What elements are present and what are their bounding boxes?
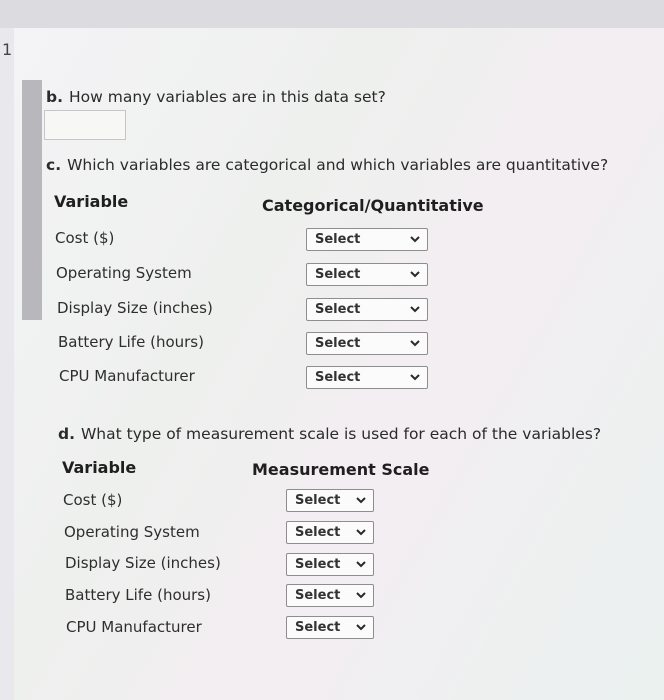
d-variable-display: Display Size (inches) <box>65 554 221 572</box>
c-select-os[interactable] <box>306 263 428 286</box>
c-type-header: Categorical/Quantitative <box>262 196 484 215</box>
chevron-down-icon <box>409 268 421 280</box>
question-d-text: What type of measurement scale is used for each of the variables? <box>80 425 602 443</box>
c-variable-cpu: CPU Manufacturer <box>59 367 195 385</box>
d-select-os[interactable] <box>286 521 374 544</box>
chevron-down-icon <box>409 233 421 245</box>
chevron-down-icon <box>355 558 367 570</box>
chevron-down-icon <box>355 621 367 633</box>
d-variable-cost: Cost ($) <box>63 491 123 509</box>
variables-count-input[interactable] <box>44 110 126 140</box>
chevron-down-icon <box>409 303 421 315</box>
top-strip <box>0 0 664 28</box>
select-label: Select <box>315 232 361 247</box>
c-variable-display: Display Size (inches) <box>57 299 213 317</box>
c-select-cost[interactable] <box>306 228 428 251</box>
d-select-cpu[interactable] <box>286 616 374 639</box>
d-select-display[interactable] <box>286 553 374 576</box>
c-select-cpu[interactable] <box>306 366 428 389</box>
chevron-down-icon <box>409 371 421 383</box>
d-select-battery[interactable] <box>286 584 374 607</box>
chevron-down-icon <box>355 494 367 506</box>
select-label: Select <box>315 302 361 317</box>
d-variable-cpu: CPU Manufacturer <box>66 618 202 636</box>
c-variable-cost: Cost ($) <box>55 229 115 247</box>
question-c-text: Which variables are categorical and which variables are quantitative? <box>67 156 609 174</box>
select-label: Select <box>295 588 341 603</box>
question-d <box>58 425 601 443</box>
select-label: Select <box>315 336 361 351</box>
c-variable-header: Variable <box>54 192 129 211</box>
question-c-letter: c. <box>46 156 62 174</box>
question-b <box>46 88 386 106</box>
d-variable-header: Variable <box>62 458 137 477</box>
select-label: Select <box>295 525 341 540</box>
chevron-down-icon <box>355 589 367 601</box>
chevron-down-icon <box>409 337 421 349</box>
d-variable-os: Operating System <box>64 523 200 541</box>
select-label: Select <box>295 557 341 572</box>
d-select-cost[interactable] <box>286 489 374 512</box>
select-label: Select <box>315 267 361 282</box>
d-variable-battery: Battery Life (hours) <box>65 586 211 604</box>
c-select-battery[interactable] <box>306 332 428 355</box>
question-b-text: How many variables are in this data set? <box>68 88 386 106</box>
c-select-display[interactable] <box>306 298 428 321</box>
select-label: Select <box>315 370 361 385</box>
scrollbar[interactable] <box>22 80 42 320</box>
d-scale-header: Measurement Scale <box>252 460 430 479</box>
question-d-letter: d. <box>58 425 75 443</box>
select-label: Select <box>295 493 341 508</box>
select-label: Select <box>295 620 341 635</box>
question-c <box>46 156 608 174</box>
c-variable-battery: Battery Life (hours) <box>58 333 204 351</box>
question-b-letter: b. <box>46 88 63 106</box>
chevron-down-icon <box>355 526 367 538</box>
line-number: 1 <box>2 40 13 59</box>
c-variable-os: Operating System <box>56 264 192 282</box>
